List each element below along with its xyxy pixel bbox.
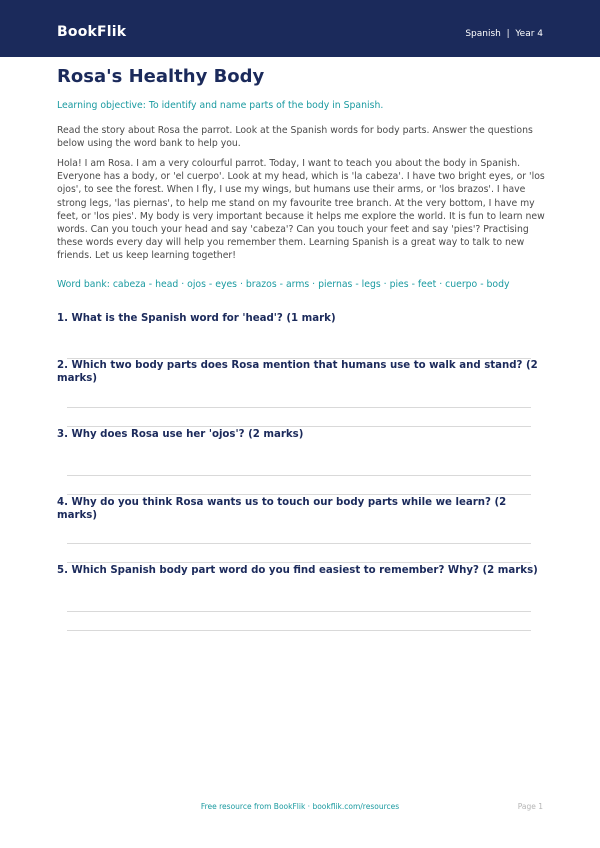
answer-line[interactable] [67, 475, 531, 476]
word-bank: Word bank: cabeza - head · ojos - eyes · brazos - arms · piernas - legs · pies - feet · cuerpo - body [57, 279, 510, 290]
answer-line[interactable] [67, 543, 531, 544]
answer-line[interactable] [67, 562, 531, 563]
brand-logo[interactable]: BookFlik [57, 24, 127, 40]
answer-line[interactable] [67, 407, 531, 408]
question-4: 4. Why do you think Rosa wants us to touch our body parts while we learn? (2 marks) [57, 497, 507, 521]
worksheet-title: Rosa's Healthy Body [57, 66, 265, 87]
answer-line[interactable] [67, 494, 531, 495]
page-header [0, 0, 600, 57]
instructions: Read the story about Rosa the parrot. Look at the Spanish words for body parts. Answer the questions below using the word bank to help you. [57, 125, 533, 149]
footer-credit[interactable]: Free resource from BookFlik · bookflik.com/resources [200, 802, 400, 811]
page-number: Page 1 [517, 802, 543, 811]
question-3: 3. Why does Rosa use her 'ojos'? (2 marks) [57, 429, 304, 440]
question-1: 1. What is the Spanish word for 'head'? (1 mark) [57, 313, 336, 324]
subject-year-label: Spanish | Year 4 [465, 29, 543, 39]
question-5: 5. Which Spanish body part word do you find easiest to remember? Why? (2 marks) [57, 565, 538, 576]
answer-line[interactable] [67, 426, 531, 427]
answer-line[interactable] [67, 611, 531, 612]
story-text: Hola! I am Rosa. I am a very colourful parrot. Today, I want to teach you about the body in Spanish. Everyone has a body, or 'el cuerpo'. Look at my head, which is 'la cabeza'. I have two bright eyes, or 'los ojos', to see the forest. When I fly, I use my wings, but humans use their arms, or 'los brazos'. I have strong legs, 'las piernas', to help me stand on my favourite tree branch. At the very bottom, I have my feet, or 'los pies'. My body is very important because it helps me explore the world. It is fun to learn new words. Can you touch your head and say 'cabeza'? Can you touch your feet and say 'pies'? Practising these words every day will help you remember them. Learning Spanish is a great way to talk to new friends. Let us keep learning together! [57, 158, 545, 262]
learning-objective: Learning objective: To identify and name parts of the body in Spanish. [57, 100, 384, 111]
question-2: 2. Which two body parts does Rosa mention that humans use to walk and stand? (2 marks) [57, 360, 538, 384]
answer-line[interactable] [67, 630, 531, 631]
